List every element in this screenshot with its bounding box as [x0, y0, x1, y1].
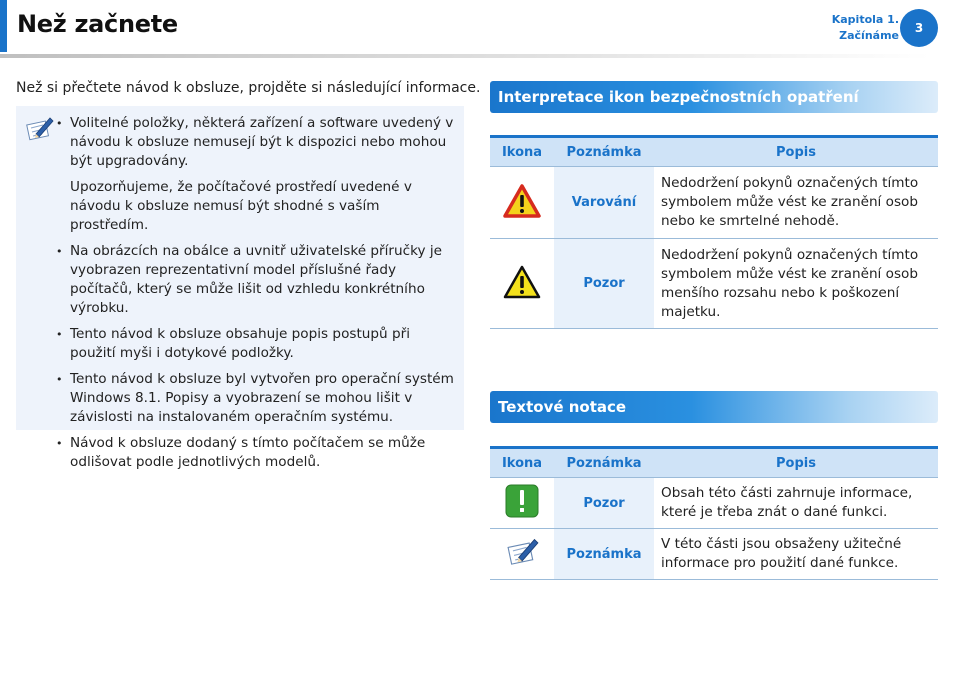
exclamation-green-icon: [505, 484, 539, 518]
icon-cell: [490, 529, 554, 580]
note-cell: Pozor: [554, 478, 654, 529]
chapter-title: Začínáme: [839, 29, 899, 42]
chapter-label: [832, 12, 899, 44]
list-item-text: Upozorňujeme, že počítačové prostředí uvedené v návodu k obsluze nemusí být shodné s vaším prostředím.: [70, 179, 412, 233]
list-item: [54, 114, 456, 235]
note-cell: Poznámka: [554, 529, 654, 580]
list-item-text: • Volitelné položky, některá zařízení a software uvedený v návodu k obsluze nemusejí být k dispozici nebo mohou být upgradovány.: [70, 115, 454, 169]
note-list: [54, 114, 456, 479]
list-item-text: • Návod k obsluze dodaný s tímto počítačem se může odlišovat podle jednotlivých modelů.: [70, 435, 426, 470]
icon-cell: [490, 239, 554, 329]
description-cell: Obsah této části zahrnuje informace, které je třeba znát o dané funkci.: [654, 478, 938, 529]
list-item: [54, 242, 456, 318]
header-divider: [0, 54, 930, 58]
column-header-icon: Ikona: [490, 448, 554, 478]
description-cell: Nedodržení pokynů označených tímto symbolem může vést ke zranění osob menšího rozsahu nebo k poškození majetku.: [654, 239, 938, 329]
table-row: [490, 167, 938, 239]
list-item: [54, 434, 456, 472]
table-header-row: [490, 448, 938, 478]
column-header-note: Poznámka: [554, 448, 654, 478]
header-accent-bar: [0, 0, 7, 52]
column-header-note: Poznámka: [554, 137, 654, 167]
warning-red-triangle-icon: [503, 184, 541, 218]
icon-cell: [490, 478, 554, 529]
description-cell: V této části jsou obsaženy užitečné informace pro použití dané funkce.: [654, 529, 938, 580]
chapter-number: Kapitola 1.: [831, 13, 899, 26]
list-item-text: • Tento návod k obsluze byl vytvořen pro operační systém Windows 8.1. Popisy a vyobrazení se mohou lišit v závislosti na instalovaném operačním systému.: [70, 371, 454, 425]
note-pencil-icon: [24, 114, 54, 144]
safety-section-heading: Interpretace ikon bezpečnostních opatření: [490, 81, 938, 113]
column-header-description: Popis: [654, 137, 938, 167]
intro-text: Než si přečtete návod k obsluze, projděte si následující informace.: [16, 80, 481, 96]
description-cell: Nedodržení pokynů označených tímto symbolem může vést ke zranění osob nebo ke smrtelné nehodě.: [654, 167, 938, 239]
icon-cell: [490, 167, 554, 239]
list-item-text: • Tento návod k obsluze obsahuje popis postupů při použití myši i dotykové podložky.: [70, 326, 410, 361]
caution-yellow-triangle-icon: [503, 265, 541, 299]
column-header-icon: Ikona: [490, 137, 554, 167]
table-row: [490, 478, 938, 529]
column-header-description: Popis: [654, 448, 938, 478]
list-item-text: • Na obrázcích na obálce a uvnitř uživatelské příručky je vyobrazen reprezentativní model příslušné řady počítačů, který se může lišit od vzhledu konkrétního výrobku.: [70, 243, 442, 316]
note-box: [16, 106, 464, 470]
page-number-badge: 3: [900, 9, 938, 47]
table-row: [490, 239, 938, 329]
list-item: [54, 370, 456, 427]
text-notes-table: [490, 446, 938, 580]
note-pencil-icon: [505, 535, 539, 569]
text-notes-section-heading: Textové notace: [490, 391, 938, 423]
note-cell: Varování: [554, 167, 654, 239]
safety-icons-table: [490, 135, 938, 329]
note-cell: Pozor: [554, 239, 654, 329]
table-row: [490, 529, 938, 580]
list-item: [54, 325, 456, 363]
page-title: Než začnete: [17, 10, 178, 38]
table-header-row: [490, 137, 938, 167]
